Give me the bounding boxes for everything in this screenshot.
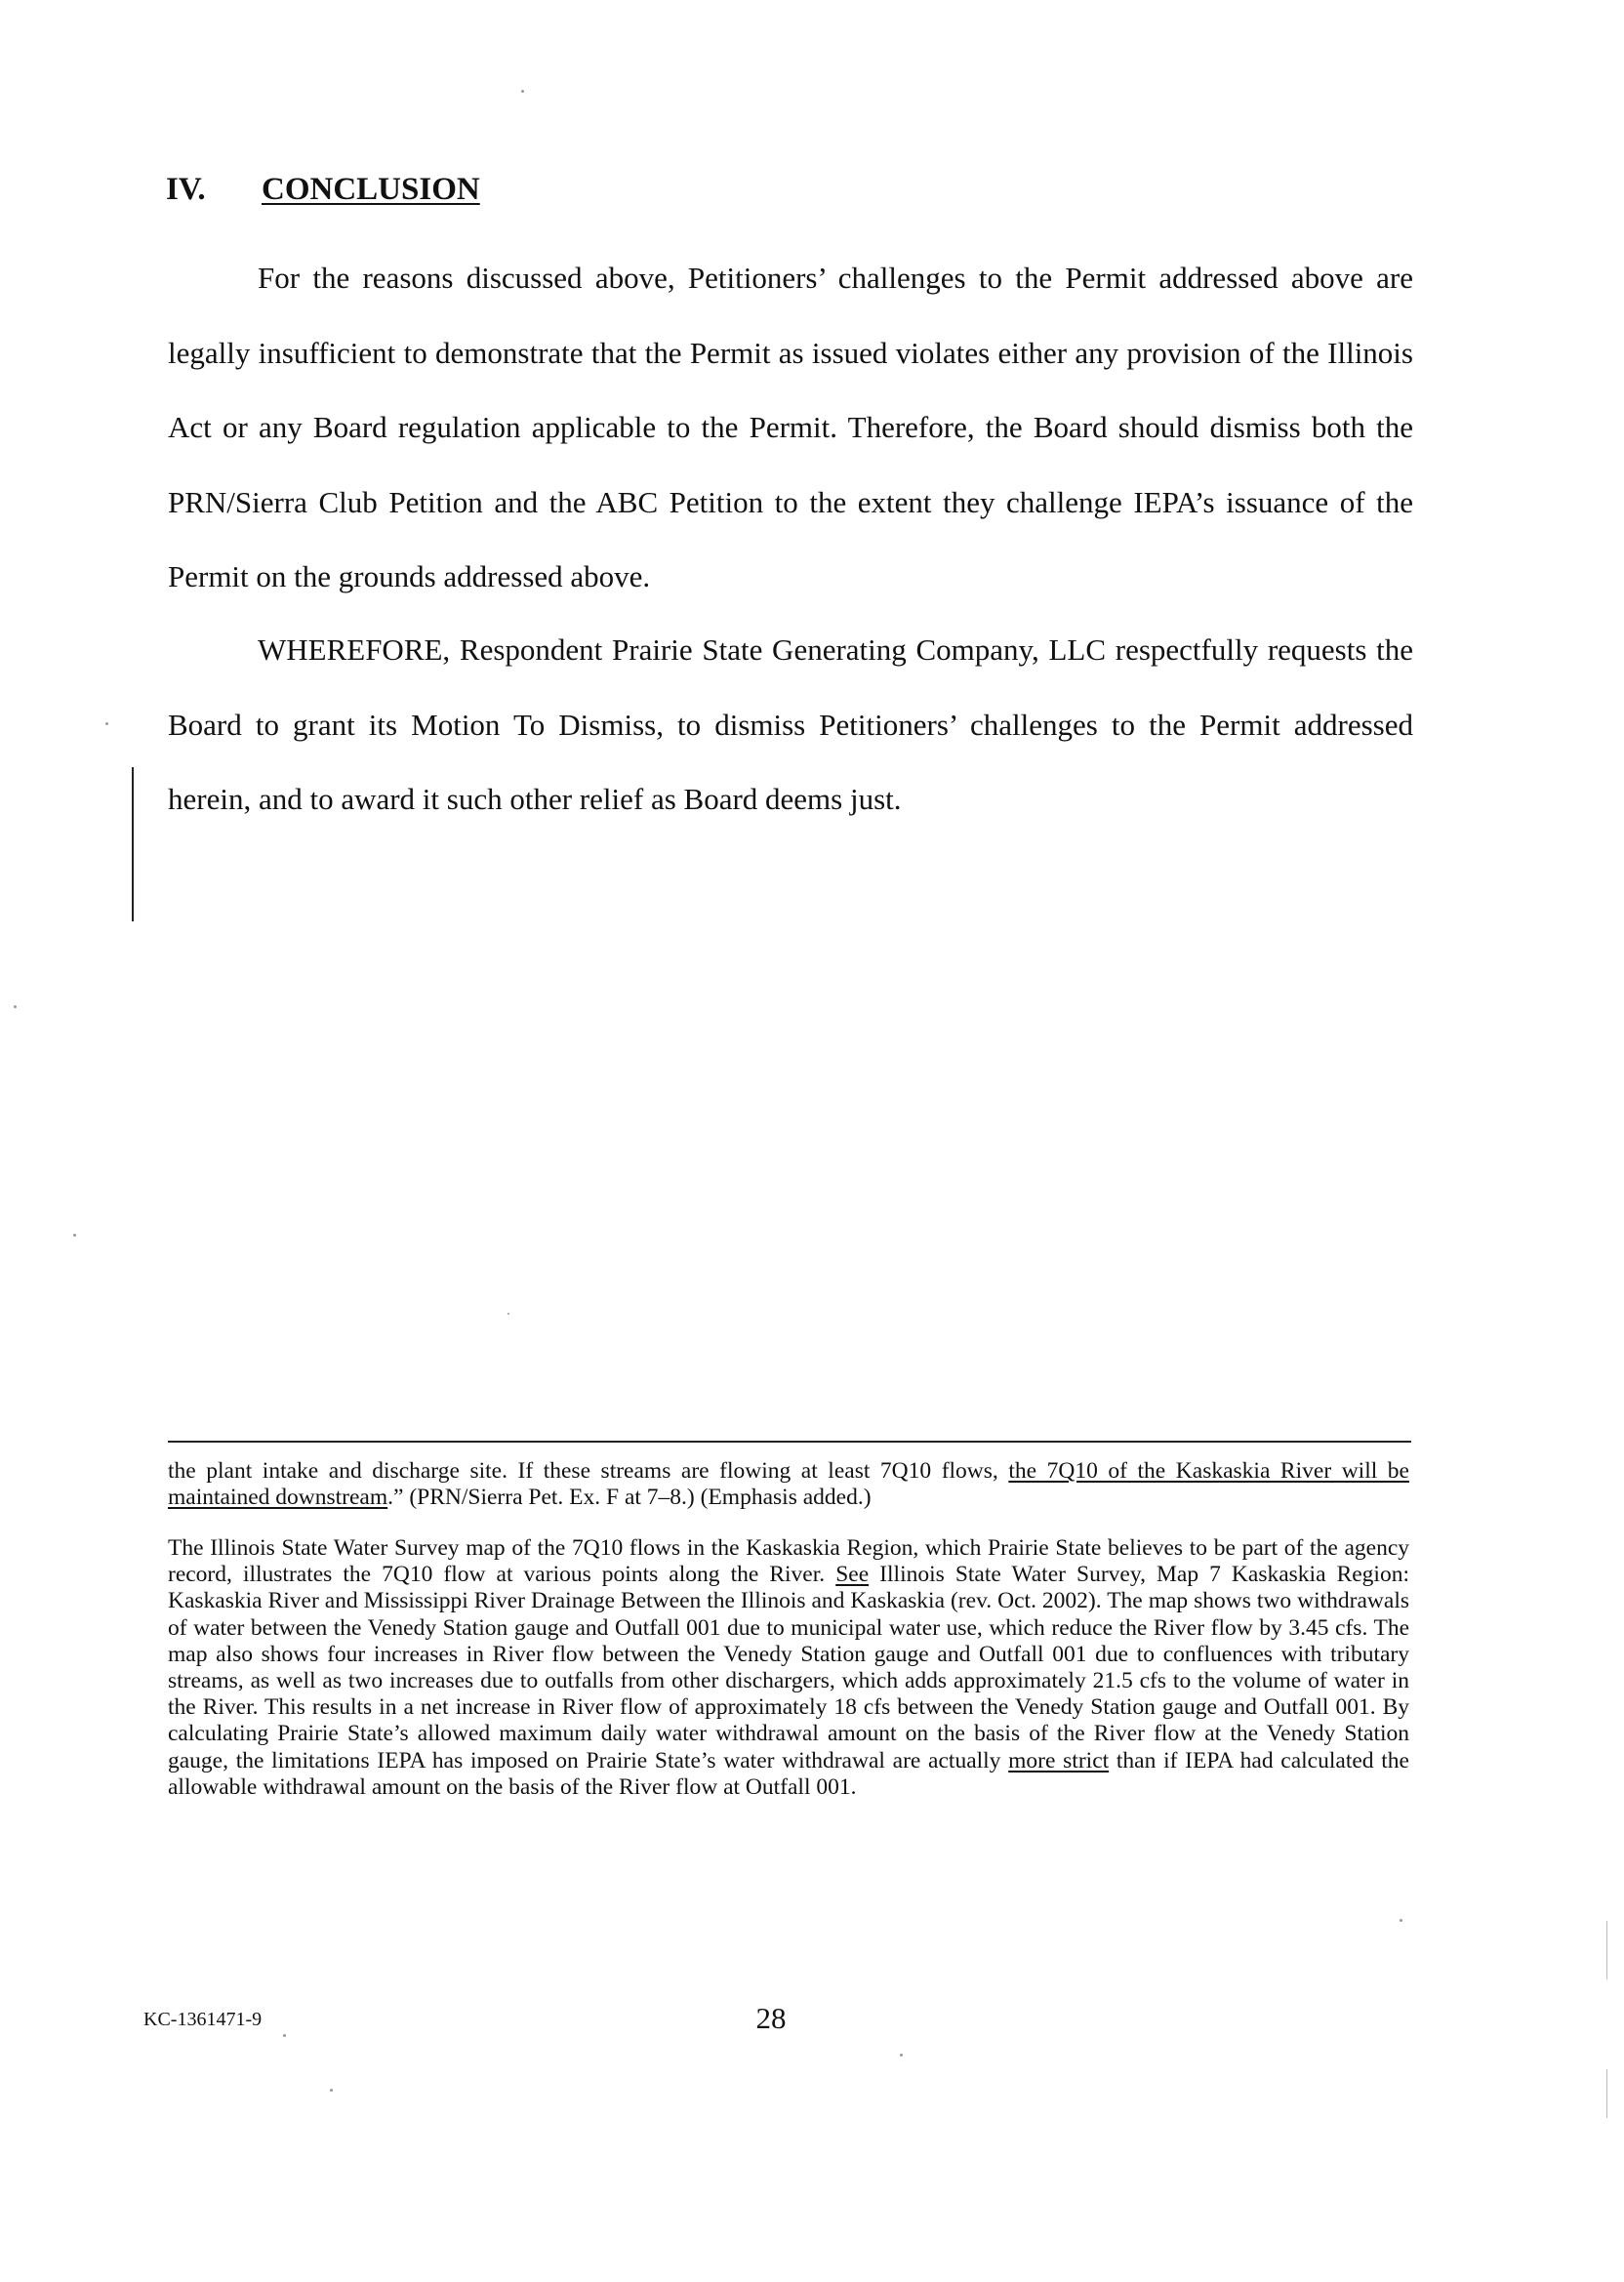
scan-edge-mark — [1606, 2069, 1607, 2118]
footnote-separator — [168, 1441, 1411, 1443]
section-title: CONCLUSION — [262, 172, 480, 207]
page-number: 28 — [755, 2001, 787, 2035]
scan-speck — [508, 1313, 509, 1315]
scan-speck — [14, 1005, 17, 1008]
footnote — [168, 1535, 1409, 1801]
scan-speck — [900, 2054, 903, 2057]
scan-speck — [1400, 1919, 1402, 1922]
scan-speck — [283, 2034, 286, 2037]
scan-edge-mark — [1606, 1921, 1607, 1979]
footnote-emphasis: the 7Q10 of the Kaskaskia River will be maintained downstream — [168, 1458, 1409, 1511]
scan-speck — [73, 1234, 76, 1237]
section-number: IV. — [166, 172, 206, 207]
footnote-continuation — [168, 1458, 1409, 1511]
footnote-text: the plant intake and discharge site. If these streams are flowing at least 7Q10 flows, — [168, 1458, 1009, 1484]
footnote-text: than if IEPA had calculated the allowable withdrawal amount on the basis of the River flow at Outfall 001. — [168, 1747, 1409, 1800]
footnote-text: Illinois State Water Survey, Map 7 Kaskaskia Region: Kaskaskia River and Mississippi River Drainage Between the Illinois and Kaskaskia (rev. Oct. 2002). The map shows two withdrawals of water between the Venedy Station gauge and Outfall 001 due to municipal water use, which reduce the River flow by 3.45 cfs. The map also shows four increases in River flow between the Venedy Station gauge and Outfall 001 due to confluences with tributary streams, as well as two increases due to outfalls from other dischargers, which adds approximately 21.5 cfs to the volume of water in the River. This results in a net increase in River flow of approximately 18 cfs between the Venedy Station gauge and Outfall 001. By calculating Prairie State’s allowed maximum daily water withdrawal amount on the basis of the River flow at the Venedy Station gauge, the limitations IEPA has imposed on Prairie State’s water withdrawal are actually — [168, 1562, 1409, 1773]
revision-bar — [132, 767, 134, 921]
conclusion-paragraph: For the reasons discussed above, Petitioners’ challenges to the Permit addressed above are legally insufficient to demonstrate that the Permit as issued violates either any provision of the Illinois Act or any Board regulation applicable to the Permit. Therefore, the Board should dismiss both the PRN/Sierra Club Petition and the ABC Petition to the extent they challenge IEPA’s issuance of the Permit on the grounds addressed above. — [168, 261, 1413, 593]
document-id: KC-1361471-9 — [143, 2009, 263, 2030]
footnote-text: .” (PRN/Sierra Pet. Ex. F at 7–8.) (Emphasis added.) — [387, 1485, 872, 1511]
section-heading — [166, 172, 480, 208]
footnote-text: The Illinois State Water Survey map of the 7Q10 flows in the Kaskaskia Region, which Prairie State believes to be part of the agency record, illustrates the 7Q10 flow at various points along the River. — [168, 1535, 1409, 1588]
wherefore-paragraph: WHEREFORE, Respondent Prairie State Generating Company, LLC respectfully requests the Board to grant its Motion To Dismiss, to dismiss Petitioners’ challenges to the Permit addressed herein, and to award it such other relief as Board deems just. — [168, 632, 1413, 816]
scan-speck — [105, 722, 108, 725]
footnote-emphasis: more strict — [1008, 1747, 1110, 1773]
footnote-signal-see: See — [835, 1562, 870, 1588]
scan-speck — [521, 90, 524, 93]
scan-speck — [330, 2089, 333, 2092]
